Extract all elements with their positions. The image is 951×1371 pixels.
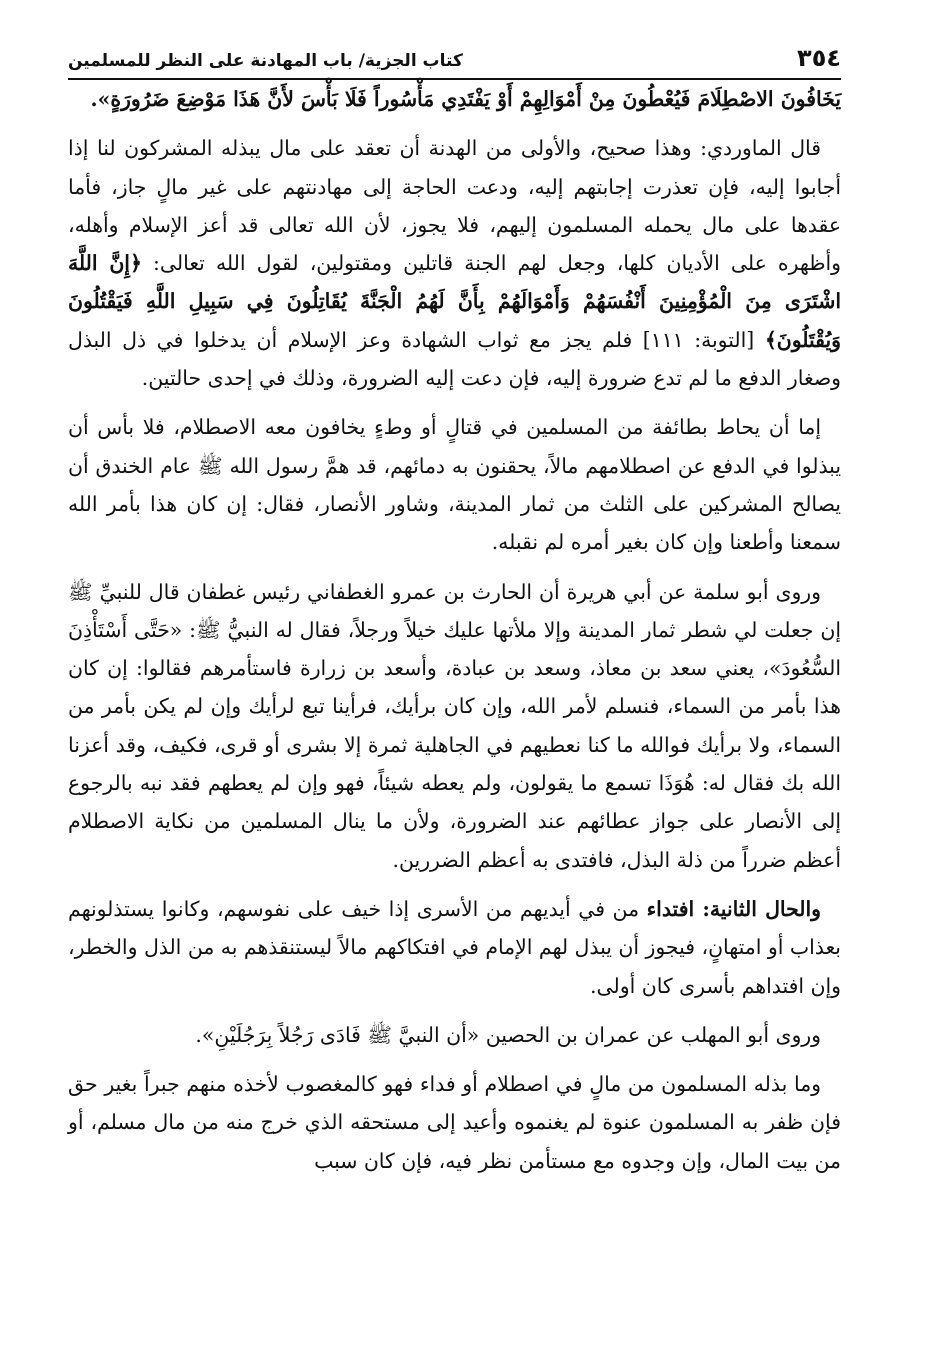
paragraph-text: [التوبة: ١١١] فلم يجز مع ثواب الشهادة وعز الإسلام أن يدخلوا في ذل البذل وصغار الدفع ما لم تدع ضرورة إليه، فإن دعت إليه الضرورة، وذلك في إحدى حالتين. — [68, 327, 841, 391]
paragraph-continuation — [68, 80, 841, 118]
paragraph-text: إما أن يحاط بطائفة من المسلمين في قتالٍ أو وطءٍ يخافون معه الاصطلام، فلا بأس أن يبذلوا في الدفع عن اصطلامهم مالاً، يحقنون به دمائهم، قد همَّ رسول الله ﷺ عام الخندق أن يصالح المشركين على الثلث من ثمار المدينة، وشاور الأنصار، فقال: إن كان هذا بأمر الله سمعنا وأطعنا وإن كان بغير أمره لم نقبله. — [68, 415, 841, 555]
quoted-text: يَخَافُونَ الاصْطِلَامَ فَيُعْطُونَ مِنْ أَمْوَالِهِمْ أَوْ يَفْتَدِي مَأْسُوراً فَلَا بَأْسَ لأَنَّ هَذَا مَوْضِعَ ضَرُورَةٍ». — [90, 87, 841, 111]
paragraph-hadith-imran — [68, 1016, 841, 1054]
page-number: ٣٥٤ — [797, 44, 841, 72]
paragraph-first-case — [68, 408, 841, 561]
page-body — [68, 80, 841, 1180]
paragraph-hadith-abu-salama — [68, 573, 841, 879]
book-page — [68, 38, 841, 1180]
paragraph-text: من في أيديهم من الأسرى إذا خيف على نفوسهم، وكانوا يستذلونهم بعذاب أو امتهانٍ، فيجوز أن يبذل لهم الإمام في افتكاكهم مالاً ليستنقذهم به من الذل والخطر، وإن افتداهم بأسرى كان أولى. — [68, 896, 841, 998]
quran-verse: ﴿إِنَّ اللَّهَ اشْتَرَى مِنَ الْمُؤْمِنِينَ أَنْفُسَهُمْ وَأَمْوَالَهُمْ بِأَنَّ لَهُمُ الْجَنَّةَ يُقَاتِلُونَ فِي سَبِيلِ اللَّهِ فَيَقْتُلُونَ وَيُقْتَلُونَ﴾ — [68, 251, 842, 352]
paragraph-text: قال الماوردي: وهذا صحيح، والأولى من الهدنة أن تعقد على مال يبذله المشركون لنا إذا أجابوا إليه، فإن تعذرت إجابتهم إليه، ودعت الحاجة إلى مهادنتهم على غير مالٍ جاز، فأما عقدها على مال يحمله المسلمون إليهم، فلا يجوز، لأن الله تعالى قد أعز الإسلام وأهله، وأظهره على الأديان كلها، وجعل لهم الجنة قاتلين ومقتولين، لقول الله تعالى: — [68, 136, 841, 276]
paragraph-mawardi — [68, 129, 841, 397]
paragraph-second-case — [68, 890, 841, 1005]
paragraph-text: وروى أبو المهلب عن عمران بن الحصين «أن النبيَّ ﷺ فَادَى رَجُلاً بِرَجُلَيْنِ». — [195, 1022, 821, 1047]
section-lead: والحال الثانية: افتداء — [646, 896, 821, 921]
running-header — [68, 38, 841, 80]
paragraph-text: وروى أبو سلمة عن أبي هريرة أن الحارث بن عمرو الغطفاني رئيس غطفان قال للنبيِّ ﷺ إن جعلت لي شطر ثمار المدينة وإلا ملأتها عليك خيلاً ورجلاً، فقال له النبيُّ ﷺ: «حَتَّى أَسْتَأْذِنَ السُّعُودَ»، يعني سعد بن معاذ، وسعد بن عبادة، وأسعد بن زرارة فاستأمرهم فقالوا: إن كان هذا بأمر من السماء، فنسلم لأمر الله، وإن كان برأيك، فرأينا تبع لرأيك وإن لم يكن بأمر من السماء، ولا برأيك فوالله ما كنا نعطيهم في الجاهلية ثمرة إلا بشرى أو قرى، فكيف، وقد أعزنا الله بك فقال له: هُوَذَا تسمع ما يقولون، ولم يعطه شيئاً، فهو وإن لم يعطهم فقد نبه بالرجوع إلى الأنصار على جواز عطائهم عند الضرورة، ولأن ما ينال المسلمين من نكاية الاصطلام أعظم ضرراً من ذلة البذل، فافتدى به أعظم الضررين. — [68, 579, 841, 872]
paragraph-text: وما بذله المسلمون من مالٍ في اصطلام أو فداء فهو كالمغصوب لأخذه منهم جبراً بغير حق فإن ظفر به المسلمون عنوة لم يغنموه وأعيد إلى مستحقه الذي خرج منه من مال مسلم، أو من بيت المال، وإن وجدوه مع مستأمن نظر فيه، فإن كان سبب — [68, 1072, 841, 1173]
running-title: كتاب الجزية/ باب المهادنة على النظر للمسلمين — [68, 51, 463, 71]
paragraph-ransom-ruling — [68, 1065, 841, 1180]
